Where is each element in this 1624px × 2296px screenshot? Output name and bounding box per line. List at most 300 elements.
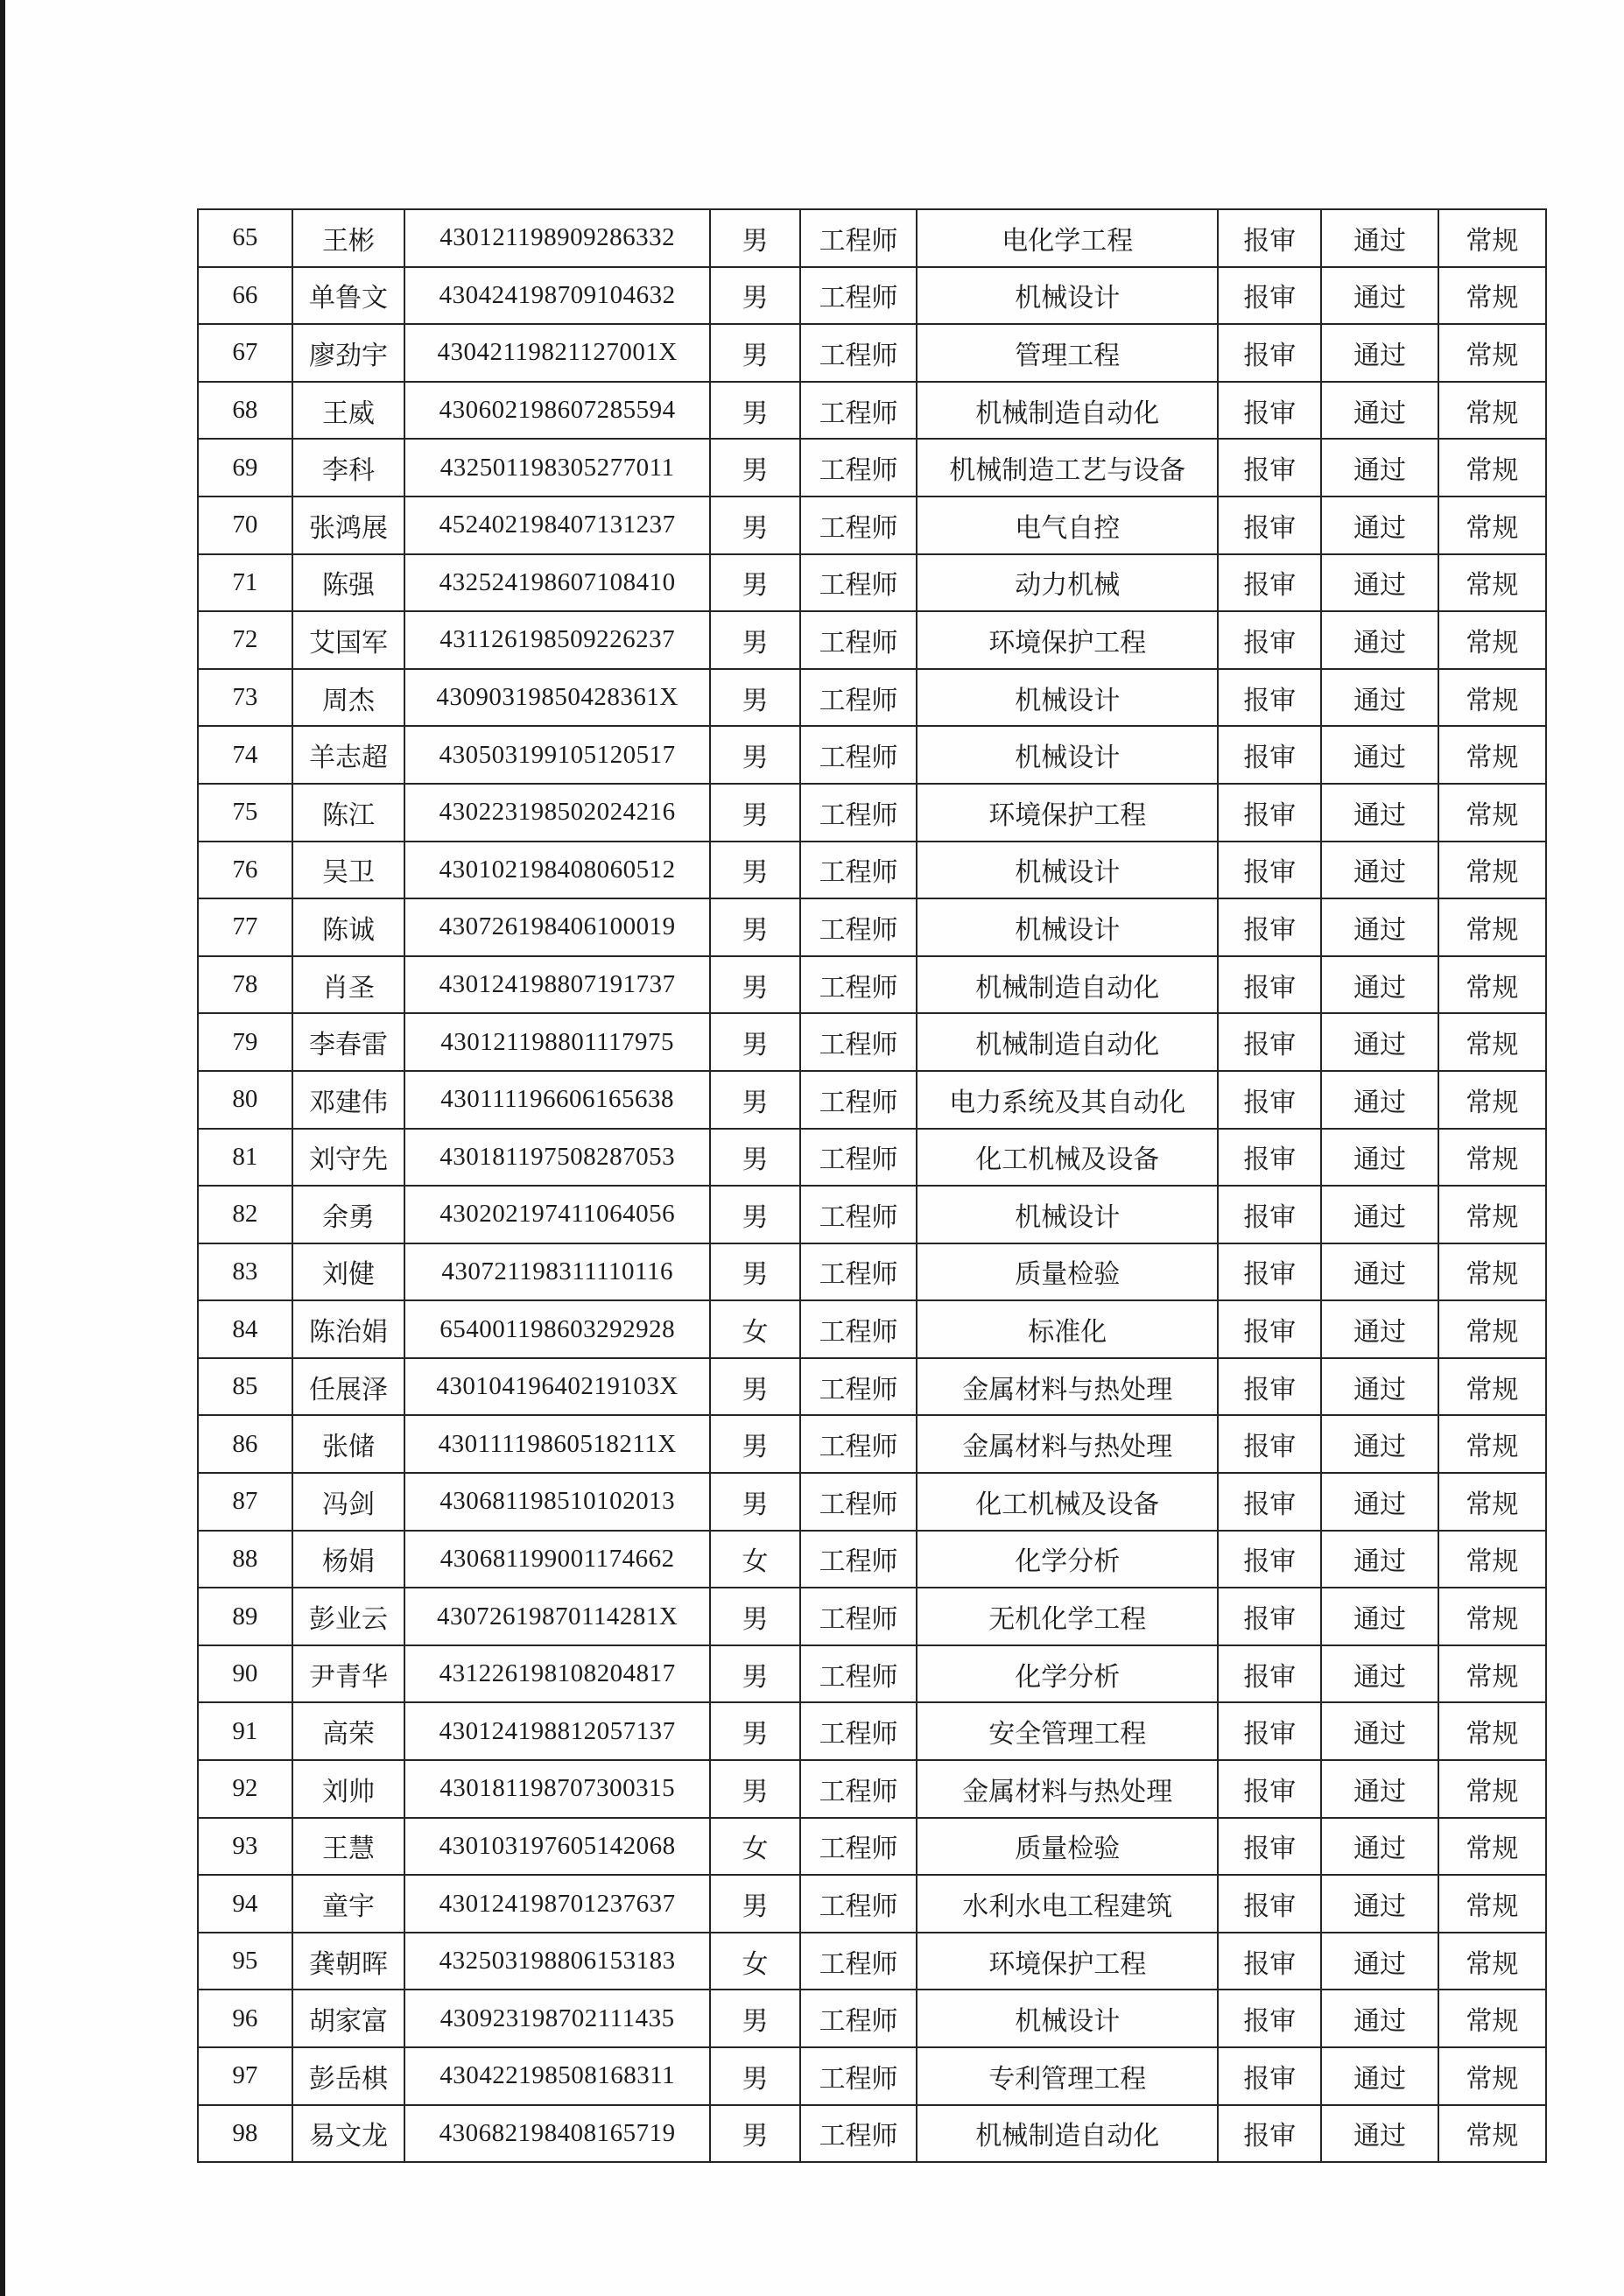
cell-title: 工程师 [800,611,917,669]
cell-result: 通过 [1321,1531,1438,1588]
cell-no: 73 [198,669,292,727]
cell-name: 余勇 [292,1186,404,1243]
cell-title: 工程师 [800,382,917,440]
cell-type: 常规 [1438,2105,1546,2163]
cell-id: 430181198707300315 [404,1760,710,1818]
cell-result: 通过 [1321,898,1438,956]
cell-apply: 报审 [1218,497,1321,554]
cell-type: 常规 [1438,898,1546,956]
cell-type: 常规 [1438,842,1546,899]
cell-result: 通过 [1321,1702,1438,1760]
cell-no: 75 [198,784,292,842]
cell-type: 常规 [1438,1358,1546,1416]
cell-major: 环境保护工程 [917,784,1218,842]
cell-id: 430923198702111435 [404,1990,710,2047]
table-row [198,1129,1546,1187]
cell-no: 77 [198,898,292,956]
cell-major: 质量检验 [917,1818,1218,1876]
cell-major: 无机化学工程 [917,1588,1218,1645]
cell-type: 常规 [1438,726,1546,784]
cell-title: 工程师 [800,1818,917,1876]
cell-name: 刘帅 [292,1760,404,1818]
cell-result: 通过 [1321,1300,1438,1358]
scan-edge-shadow [0,0,5,2296]
cell-gender: 男 [710,1588,800,1645]
cell-no: 91 [198,1702,292,1760]
cell-no: 85 [198,1358,292,1416]
cell-title: 工程师 [800,842,917,899]
cell-no: 82 [198,1186,292,1243]
cell-type: 常规 [1438,267,1546,325]
cell-result: 通过 [1321,956,1438,1014]
cell-gender: 男 [710,267,800,325]
cell-result: 通过 [1321,1243,1438,1301]
table-row [198,1300,1546,1358]
cell-gender: 男 [710,1129,800,1187]
cell-no: 80 [198,1071,292,1129]
table-row [198,726,1546,784]
cell-apply: 报审 [1218,1300,1321,1358]
cell-title: 工程师 [800,1760,917,1818]
cell-result: 通过 [1321,1645,1438,1703]
cell-no: 93 [198,1818,292,1876]
cell-id: 430223198502024216 [404,784,710,842]
cell-apply: 报审 [1218,439,1321,497]
cell-type: 常规 [1438,611,1546,669]
cell-result: 通过 [1321,1990,1438,2047]
cell-name: 刘守先 [292,1129,404,1187]
cell-major: 环境保护工程 [917,611,1218,669]
cell-no: 86 [198,1415,292,1473]
cell-name: 王威 [292,382,404,440]
cell-id: 430124198701237637 [404,1875,710,1933]
cell-result: 通过 [1321,1588,1438,1645]
cell-id: 430422198508168311 [404,2047,710,2105]
cell-result: 通过 [1321,2105,1438,2163]
cell-gender: 男 [710,1415,800,1473]
cell-name: 肖圣 [292,956,404,1014]
cell-no: 87 [198,1473,292,1531]
cell-result: 通过 [1321,439,1438,497]
cell-major: 金属材料与热处理 [917,1760,1218,1818]
cell-major: 电气自控 [917,497,1218,554]
cell-gender: 男 [710,1645,800,1703]
cell-title: 工程师 [800,1645,917,1703]
cell-title: 工程师 [800,1013,917,1071]
table-row [198,1760,1546,1818]
cell-result: 通过 [1321,497,1438,554]
cell-result: 通过 [1321,1875,1438,1933]
cell-name: 陈江 [292,784,404,842]
cell-name: 杨娟 [292,1531,404,1588]
cell-apply: 报审 [1218,267,1321,325]
cell-name: 易文龙 [292,2105,404,2163]
table-row [198,1071,1546,1129]
cell-name: 张储 [292,1415,404,1473]
personnel-table [197,208,1547,2163]
cell-id: 654001198603292928 [404,1300,710,1358]
cell-type: 常规 [1438,1013,1546,1071]
table-row [198,1702,1546,1760]
cell-result: 通过 [1321,267,1438,325]
cell-id: 452402198407131237 [404,497,710,554]
cell-title: 工程师 [800,1129,917,1187]
cell-gender: 男 [710,726,800,784]
cell-result: 通过 [1321,1933,1438,1990]
cell-title: 工程师 [800,726,917,784]
cell-apply: 报审 [1218,554,1321,612]
cell-no: 98 [198,2105,292,2163]
cell-no: 92 [198,1760,292,1818]
cell-gender: 女 [710,1300,800,1358]
cell-id: 430721198311110116 [404,1243,710,1301]
cell-result: 通过 [1321,382,1438,440]
cell-apply: 报审 [1218,382,1321,440]
cell-type: 常规 [1438,382,1546,440]
cell-no: 97 [198,2047,292,2105]
cell-major: 环境保护工程 [917,1933,1218,1990]
cell-major: 机械制造自动化 [917,382,1218,440]
cell-type: 常规 [1438,1129,1546,1187]
table-row [198,1588,1546,1645]
cell-major: 标准化 [917,1300,1218,1358]
cell-no: 78 [198,956,292,1014]
cell-id: 43042119821127001X [404,324,710,382]
cell-name: 陈强 [292,554,404,612]
cell-type: 常规 [1438,1702,1546,1760]
cell-title: 工程师 [800,1990,917,2047]
cell-major: 化工机械及设备 [917,1129,1218,1187]
cell-apply: 报审 [1218,1473,1321,1531]
cell-gender: 男 [710,1071,800,1129]
cell-apply: 报审 [1218,1358,1321,1416]
cell-major: 机械制造自动化 [917,956,1218,1014]
cell-title: 工程师 [800,1473,917,1531]
cell-id: 432501198305277011 [404,439,710,497]
cell-name: 张鸿展 [292,497,404,554]
table-row [198,1531,1546,1588]
cell-name: 吴卫 [292,842,404,899]
cell-title: 工程师 [800,1702,917,1760]
cell-id: 430124198812057137 [404,1702,710,1760]
cell-id: 43011119860518211X [404,1415,710,1473]
table-row [198,439,1546,497]
cell-title: 工程师 [800,956,917,1014]
cell-type: 常规 [1438,1531,1546,1588]
cell-id: 43090319850428361X [404,669,710,727]
cell-name: 冯剑 [292,1473,404,1531]
cell-result: 通过 [1321,1013,1438,1071]
table-row [198,1473,1546,1531]
cell-major: 电力系统及其自动化 [917,1071,1218,1129]
cell-apply: 报审 [1218,1933,1321,1990]
cell-title: 工程师 [800,1243,917,1301]
table-row [198,2047,1546,2105]
cell-gender: 男 [710,209,800,267]
cell-title: 工程师 [800,1415,917,1473]
cell-type: 常规 [1438,669,1546,727]
cell-id: 430503199105120517 [404,726,710,784]
table-row [198,382,1546,440]
cell-apply: 报审 [1218,669,1321,727]
cell-result: 通过 [1321,554,1438,612]
cell-no: 83 [198,1243,292,1301]
cell-major: 机械制造自动化 [917,1013,1218,1071]
cell-gender: 男 [710,1473,800,1531]
cell-title: 工程师 [800,497,917,554]
table-row [198,2105,1546,2163]
cell-name: 刘健 [292,1243,404,1301]
cell-gender: 男 [710,1013,800,1071]
cell-name: 龚朝晖 [292,1933,404,1990]
cell-no: 67 [198,324,292,382]
cell-apply: 报审 [1218,898,1321,956]
table-row [198,1933,1546,1990]
cell-major: 机械制造工艺与设备 [917,439,1218,497]
cell-name: 单鲁文 [292,267,404,325]
table-row [198,784,1546,842]
cell-major: 机械制造自动化 [917,2105,1218,2163]
cell-type: 常规 [1438,1473,1546,1531]
cell-no: 65 [198,209,292,267]
cell-id: 430102198408060512 [404,842,710,899]
cell-no: 89 [198,1588,292,1645]
table-row [198,209,1546,267]
cell-type: 常规 [1438,1588,1546,1645]
cell-type: 常规 [1438,324,1546,382]
table-row [198,267,1546,325]
cell-gender: 男 [710,1243,800,1301]
cell-major: 化工机械及设备 [917,1473,1218,1531]
cell-id: 430726198406100019 [404,898,710,956]
cell-title: 工程师 [800,209,917,267]
table-row [198,1645,1546,1703]
cell-no: 94 [198,1875,292,1933]
table-row [198,1875,1546,1933]
table-row [198,898,1546,956]
cell-result: 通过 [1321,1129,1438,1187]
table-row [198,1358,1546,1416]
cell-type: 常规 [1438,1071,1546,1129]
cell-title: 工程师 [800,1358,917,1416]
cell-id: 430121198909286332 [404,209,710,267]
cell-no: 88 [198,1531,292,1588]
cell-name: 尹青华 [292,1645,404,1703]
cell-type: 常规 [1438,497,1546,554]
cell-major: 机械设计 [917,1990,1218,2047]
cell-major: 机械设计 [917,669,1218,727]
cell-result: 通过 [1321,726,1438,784]
cell-title: 工程师 [800,1531,917,1588]
cell-no: 74 [198,726,292,784]
cell-gender: 女 [710,1933,800,1990]
cell-gender: 男 [710,1186,800,1243]
cell-name: 胡家富 [292,1990,404,2047]
cell-apply: 报审 [1218,784,1321,842]
cell-title: 工程师 [800,439,917,497]
cell-gender: 男 [710,784,800,842]
cell-gender: 男 [710,898,800,956]
cell-id: 430424198709104632 [404,267,710,325]
cell-title: 工程师 [800,267,917,325]
cell-major: 机械设计 [917,1186,1218,1243]
cell-id: 432503198806153183 [404,1933,710,1990]
cell-gender: 男 [710,439,800,497]
cell-result: 通过 [1321,2047,1438,2105]
cell-gender: 男 [710,842,800,899]
cell-gender: 男 [710,2105,800,2163]
table-row [198,1186,1546,1243]
cell-apply: 报审 [1218,1875,1321,1933]
cell-major: 水利水电工程建筑 [917,1875,1218,1933]
cell-major: 质量检验 [917,1243,1218,1301]
cell-title: 工程师 [800,2047,917,2105]
cell-id: 430103197605142068 [404,1818,710,1876]
cell-gender: 男 [710,956,800,1014]
cell-id: 430681199001174662 [404,1531,710,1588]
cell-no: 90 [198,1645,292,1703]
cell-apply: 报审 [1218,2105,1321,2163]
cell-name: 邓建伟 [292,1071,404,1129]
cell-id: 432524198607108410 [404,554,710,612]
cell-apply: 报审 [1218,1243,1321,1301]
cell-apply: 报审 [1218,1818,1321,1876]
cell-major: 机械设计 [917,726,1218,784]
cell-type: 常规 [1438,1415,1546,1473]
cell-result: 通过 [1321,324,1438,382]
cell-id: 430682198408165719 [404,2105,710,2163]
cell-gender: 女 [710,1818,800,1876]
table-row [198,1990,1546,2047]
cell-id: 43072619870114281X [404,1588,710,1645]
cell-major: 动力机械 [917,554,1218,612]
cell-no: 81 [198,1129,292,1187]
cell-apply: 报审 [1218,726,1321,784]
cell-result: 通过 [1321,1358,1438,1416]
cell-title: 工程师 [800,669,917,727]
cell-no: 69 [198,439,292,497]
cell-apply: 报审 [1218,1702,1321,1760]
table-row [198,1013,1546,1071]
cell-gender: 男 [710,554,800,612]
cell-id: 43010419640219103X [404,1358,710,1416]
cell-apply: 报审 [1218,2047,1321,2105]
cell-no: 68 [198,382,292,440]
cell-type: 常规 [1438,784,1546,842]
cell-id: 431126198509226237 [404,611,710,669]
table-row [198,1818,1546,1876]
cell-result: 通过 [1321,1415,1438,1473]
cell-result: 通过 [1321,669,1438,727]
cell-type: 常规 [1438,1875,1546,1933]
cell-result: 通过 [1321,611,1438,669]
cell-id: 430121198801117975 [404,1013,710,1071]
table-body [198,209,1546,2162]
cell-type: 常规 [1438,1818,1546,1876]
cell-type: 常规 [1438,1243,1546,1301]
cell-gender: 男 [710,1875,800,1933]
cell-type: 常规 [1438,209,1546,267]
cell-title: 工程师 [800,784,917,842]
cell-apply: 报审 [1218,1186,1321,1243]
cell-no: 84 [198,1300,292,1358]
cell-name: 艾国军 [292,611,404,669]
table-row [198,1243,1546,1301]
cell-title: 工程师 [800,554,917,612]
cell-name: 李科 [292,439,404,497]
cell-name: 高荣 [292,1702,404,1760]
table-row [198,956,1546,1014]
cell-gender: 男 [710,2047,800,2105]
cell-type: 常规 [1438,554,1546,612]
cell-name: 李春雷 [292,1013,404,1071]
cell-type: 常规 [1438,2047,1546,2105]
cell-result: 通过 [1321,1186,1438,1243]
cell-title: 工程师 [800,1875,917,1933]
cell-no: 95 [198,1933,292,1990]
cell-title: 工程师 [800,1933,917,1990]
cell-result: 通过 [1321,1473,1438,1531]
table-row [198,324,1546,382]
cell-type: 常规 [1438,1186,1546,1243]
cell-name: 王慧 [292,1818,404,1876]
cell-title: 工程师 [800,1186,917,1243]
cell-type: 常规 [1438,1645,1546,1703]
cell-type: 常规 [1438,439,1546,497]
cell-name: 彭岳棋 [292,2047,404,2105]
cell-no: 66 [198,267,292,325]
table-row [198,611,1546,669]
cell-no: 72 [198,611,292,669]
cell-gender: 男 [710,669,800,727]
cell-major: 化学分析 [917,1645,1218,1703]
cell-major: 金属材料与热处理 [917,1358,1218,1416]
cell-title: 工程师 [800,1071,917,1129]
cell-no: 76 [198,842,292,899]
table-row [198,554,1546,612]
cell-gender: 男 [710,611,800,669]
cell-no: 96 [198,1990,292,2047]
table-row [198,669,1546,727]
cell-id: 430602198607285594 [404,382,710,440]
cell-type: 常规 [1438,1990,1546,2047]
cell-id: 430124198807191737 [404,956,710,1014]
cell-gender: 男 [710,324,800,382]
cell-apply: 报审 [1218,1013,1321,1071]
table-row [198,497,1546,554]
cell-gender: 男 [710,1358,800,1416]
cell-no: 71 [198,554,292,612]
cell-id: 430202197411064056 [404,1186,710,1243]
table-row [198,842,1546,899]
cell-gender: 女 [710,1531,800,1588]
cell-major: 化学分析 [917,1531,1218,1588]
cell-id: 430181197508287053 [404,1129,710,1187]
cell-gender: 男 [710,1990,800,2047]
cell-apply: 报审 [1218,1531,1321,1588]
cell-major: 机械设计 [917,267,1218,325]
cell-type: 常规 [1438,956,1546,1014]
cell-gender: 男 [710,382,800,440]
cell-gender: 男 [710,1702,800,1760]
cell-id: 430111196606165638 [404,1071,710,1129]
cell-title: 工程师 [800,898,917,956]
cell-result: 通过 [1321,1071,1438,1129]
cell-apply: 报审 [1218,1760,1321,1818]
cell-apply: 报审 [1218,1645,1321,1703]
cell-no: 70 [198,497,292,554]
cell-type: 常规 [1438,1300,1546,1358]
